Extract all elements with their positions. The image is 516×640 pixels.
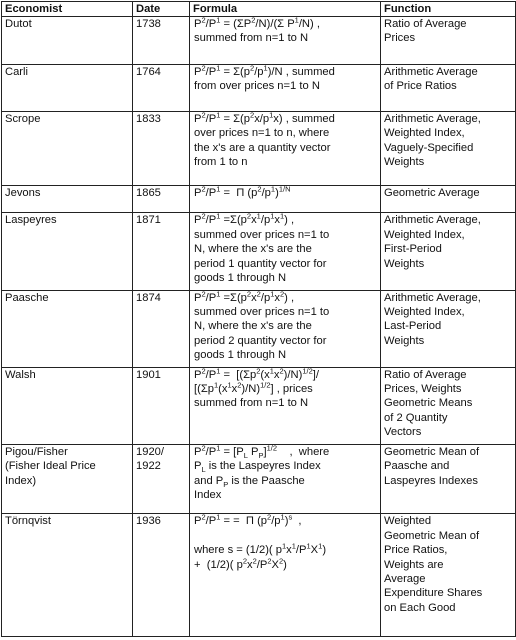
formula-line: summed from n=1 to N: [194, 32, 309, 45]
function-line: Geometric Mean of: [384, 529, 480, 542]
function-line: Arithmetic Average,: [384, 214, 481, 227]
formula-line: $P^2/P^1 = (\Sigma P^2/N)/(\Sigma$ $P^1/N$) ,: [194, 16, 320, 30]
function-line: Arithmetic Average: [384, 65, 478, 78]
date-line: 1920/: [136, 445, 164, 458]
function-line: Average: [384, 573, 426, 586]
formula-line: $P^2/P^1 = [(\Sigma p^2(x^1x^2)/N)^{1/2}]/$: [194, 367, 319, 381]
table-row: [2, 514, 516, 637]
economist-cell: [2, 185, 133, 212]
date-line: 1865: [136, 186, 161, 199]
formula-line: where s = (1/2)( $p^1x^1/P^1X^1$): [194, 541, 327, 557]
function-line: Prices: [384, 32, 416, 45]
function-line: Geometric Average: [384, 186, 480, 199]
formula-line: the x's are a quantity vector: [194, 141, 331, 154]
date-cell: [133, 367, 190, 444]
economist-cell: [2, 514, 133, 637]
header-row: [2, 2, 516, 17]
table-row: [2, 185, 516, 212]
function-line: Weights: [384, 257, 425, 270]
function-line: Vectors: [384, 426, 422, 439]
function-line: Paasche and: [384, 460, 450, 473]
function-cell: [381, 185, 516, 212]
function-line: Weights are: [384, 558, 444, 571]
table-row: [2, 290, 516, 367]
formula-line: over prices n=1 to n, where: [194, 127, 330, 140]
formula-line: period 1 quantity vector for: [194, 257, 327, 270]
function-line: Ratio of Average: [384, 368, 467, 381]
function-line: Weights: [384, 156, 425, 169]
formula-cell: [190, 64, 381, 112]
function-cell: [381, 444, 516, 514]
date-cell: [133, 17, 190, 65]
table-row: [2, 444, 516, 514]
function-line: Price Ratios,: [384, 544, 448, 557]
date-cell: [133, 112, 190, 186]
date-line: 1936: [136, 515, 161, 528]
table-row: [2, 112, 516, 186]
table-row: [2, 64, 516, 112]
date-cell: [133, 514, 190, 637]
formula-cell: [190, 213, 381, 290]
formula-line: period 2 quantity vector for: [194, 334, 327, 347]
table-row: [2, 367, 516, 444]
date-line: 1901: [136, 368, 161, 381]
economist-line: (Fisher Ideal Price: [5, 460, 96, 473]
economist-cell: [2, 444, 133, 514]
function-line: Weights: [384, 334, 425, 347]
economist-line: Scrope: [5, 113, 41, 126]
formula-line: $P_L$ is the Laspeyres Index: [194, 460, 321, 475]
formula-cell: [190, 112, 381, 186]
header-formula: Formula: [190, 2, 381, 17]
function-line: of Price Ratios: [384, 79, 457, 92]
function-line: Expenditure Shares: [384, 587, 483, 600]
economist-line: Walsh: [5, 368, 36, 381]
function-line: First-Period: [384, 243, 442, 256]
function-line: Weighted: [384, 515, 432, 528]
function-cell: [381, 17, 516, 65]
formula-cell: [190, 367, 381, 444]
formula-line: $P^2/P^1 =\Sigma(p^2x^2/p^1x^2)$ ,: [194, 290, 295, 304]
function-line: on Each Good: [384, 601, 456, 614]
formula-line: $P^2/P^1 = \Sigma(p^2x/p^1x)$ , summed: [194, 111, 335, 126]
function-line: Arithmetic Average,: [384, 113, 481, 126]
formula-line: N, where the x's are the: [194, 243, 312, 256]
function-line: Prices, Weights: [384, 383, 462, 396]
date-cell: [133, 185, 190, 212]
price-index-table: [1, 1, 516, 637]
function-line: Geometric Means: [384, 397, 473, 410]
function-cell: [381, 112, 516, 186]
function-line: Arithmetic Average,: [384, 291, 481, 304]
economist-line: Laspeyres: [5, 214, 57, 227]
formula-line: summed over prices n=1 to: [194, 228, 330, 241]
economist-cell: [2, 213, 133, 290]
formula-line: from 1 to n: [194, 156, 248, 169]
formula-line: + (1/2)( $p^2x^2/P^2X^2$): [194, 555, 287, 571]
header-function: Function: [381, 2, 516, 17]
formula-line: summed from n=1 to N: [194, 397, 309, 410]
table-row: [2, 213, 516, 290]
date-line: 1922: [136, 460, 161, 473]
economist-line: Törnqvist: [5, 515, 52, 528]
formula-line: $[(\Sigma p^1(x^1x^2)/N)^{1/2}]$ , prices: [194, 380, 313, 396]
economist-cell: [2, 17, 133, 65]
formula-cell: [190, 185, 381, 212]
formula-cell: [190, 514, 381, 637]
function-line: Weighted Index,: [384, 127, 465, 140]
function-cell: [381, 290, 516, 367]
economist-line: Jevons: [5, 186, 41, 199]
function-cell: [381, 514, 516, 637]
date-cell: [133, 64, 190, 112]
formula-cell: [190, 17, 381, 65]
function-line: Ratio of Average: [384, 18, 467, 30]
formula-cell: [190, 444, 381, 514]
function-cell: [381, 213, 516, 290]
economist-line: Index): [5, 474, 37, 487]
function-line: Geometric Mean of: [384, 445, 480, 458]
function-cell: [381, 64, 516, 112]
economist-cell: [2, 290, 133, 367]
economist-line: Dutot: [5, 18, 32, 30]
date-line: 1833: [136, 113, 161, 126]
formula-line: $P^2/P^1 = \Pi$ $(p^2/p^1)^{1/N}$: [194, 185, 291, 199]
function-line: Last-Period: [384, 320, 442, 333]
formula-line: N, where the x's are the: [194, 320, 312, 333]
date-line: 1871: [136, 214, 161, 227]
function-line: Vaguely-Specified: [384, 141, 474, 154]
date-cell: [133, 290, 190, 367]
formula-line: $P^2/P^1$ = = Π $(p^2/p^1)^s$ ,: [194, 513, 302, 528]
function-cell: [381, 367, 516, 444]
formula-line: and $P_P$ is the Paasche: [194, 474, 305, 489]
economist-line: Carli: [5, 65, 28, 78]
formula-line: $P^2/P^1 = \Sigma(p^2/p^1)/N$ , summed: [194, 64, 335, 78]
formula-line: goods 1 through N: [194, 349, 287, 362]
economist-cell: [2, 112, 133, 186]
date-line: 1738: [136, 18, 161, 30]
formula-line: $P^2/P^1 =\Sigma(p^2x^1/p^1x^1)$ ,: [194, 212, 295, 227]
economist-line: Pigou/Fisher: [5, 445, 68, 458]
formula-line: goods 1 through N: [194, 272, 287, 285]
header-date: Date: [133, 2, 190, 17]
formula-line: summed over prices n=1 to: [194, 305, 330, 318]
table-row: [2, 17, 516, 65]
date-cell: [133, 444, 190, 514]
economist-cell: [2, 367, 133, 444]
header-economist: Economist: [2, 2, 133, 17]
date-cell: [133, 213, 190, 290]
economist-line: Paasche: [5, 291, 49, 304]
formula-cell: [190, 290, 381, 367]
formula-line: Index: [194, 488, 222, 501]
economist-cell: [2, 64, 133, 112]
function-line: Weighted Index,: [384, 305, 465, 318]
function-line: Laspeyres Indexes: [384, 474, 478, 487]
function-line: of 2 Quantity: [384, 411, 448, 424]
function-line: Weighted Index,: [384, 228, 465, 241]
date-line: 1874: [136, 291, 161, 304]
formula-line: $P^2/P^1 = [P_L$ $P_P]^{1/2}$ , where: [194, 444, 330, 460]
formula-line: from over prices n=1 to N: [194, 79, 320, 92]
date-line: 1764: [136, 65, 161, 78]
